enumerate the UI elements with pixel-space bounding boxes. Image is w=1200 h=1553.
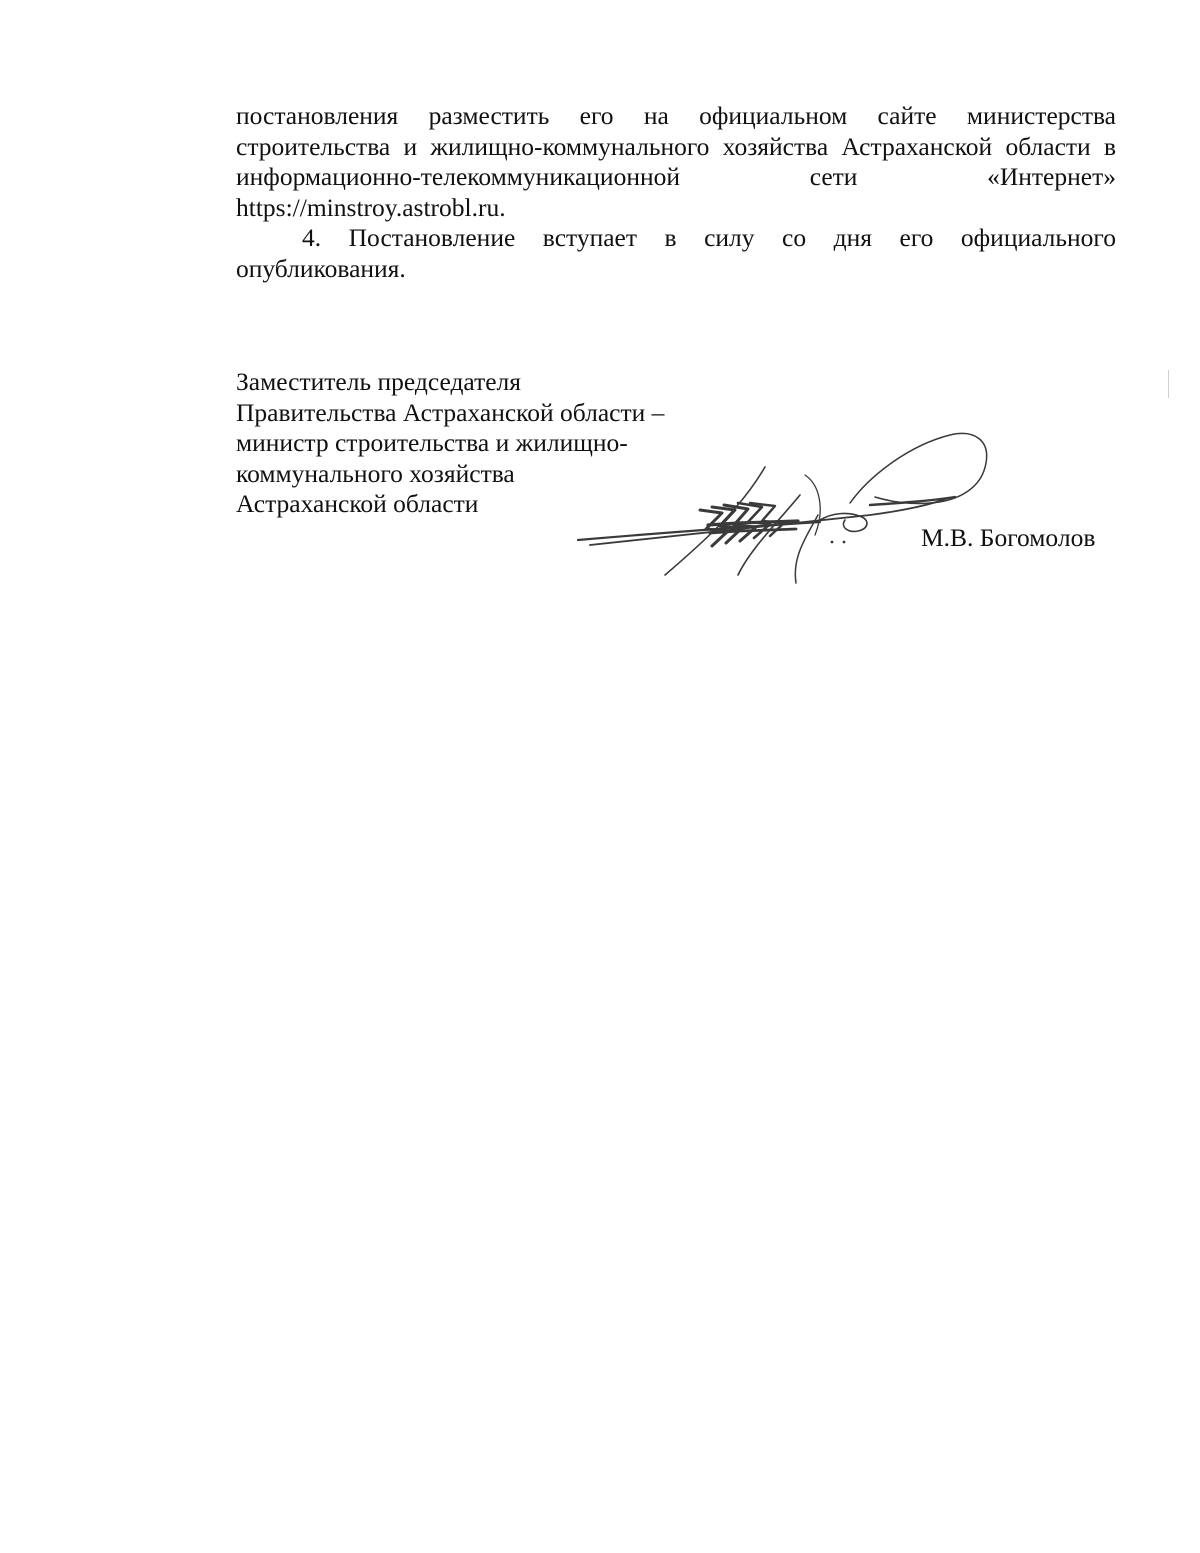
paragraph-4-line-1: 4. Постановление вступает в силу со дня его официального <box>302 223 1116 252</box>
paragraph-4-line-2: опубликования. <box>236 253 406 283</box>
signer-position-line-3: министр строительства и жилищно- <box>236 428 628 457</box>
paragraph-3-line-3: информационно-телекоммуникационной сети «Интернет» <box>236 162 1116 191</box>
paragraph-3-line-4: https://minstroy.astrobl.ru. <box>236 192 506 222</box>
signer-name: М.В. Богомолов <box>921 523 1096 552</box>
signer-position-line-4: коммунального хозяйства <box>236 458 515 488</box>
signer-position-line-5: Астраханской области <box>236 489 479 518</box>
paragraph-3-line-1: постановления разместить его на официальном сайте министерства <box>236 101 1116 130</box>
paragraph-4 <box>236 223 1116 284</box>
document-body <box>236 101 1116 284</box>
signer-position-line-2: Правительства Астраханской области – <box>236 397 665 427</box>
paragraph-3-line-2: строительства и жилищно-коммунального хозяйства Астраханской области в <box>236 131 1116 161</box>
handwritten-signature <box>570 425 1000 595</box>
paragraph-3 <box>236 101 1116 223</box>
signer-position-line-1: Заместитель председателя <box>236 367 521 396</box>
scan-edge-mark <box>1168 370 1169 398</box>
